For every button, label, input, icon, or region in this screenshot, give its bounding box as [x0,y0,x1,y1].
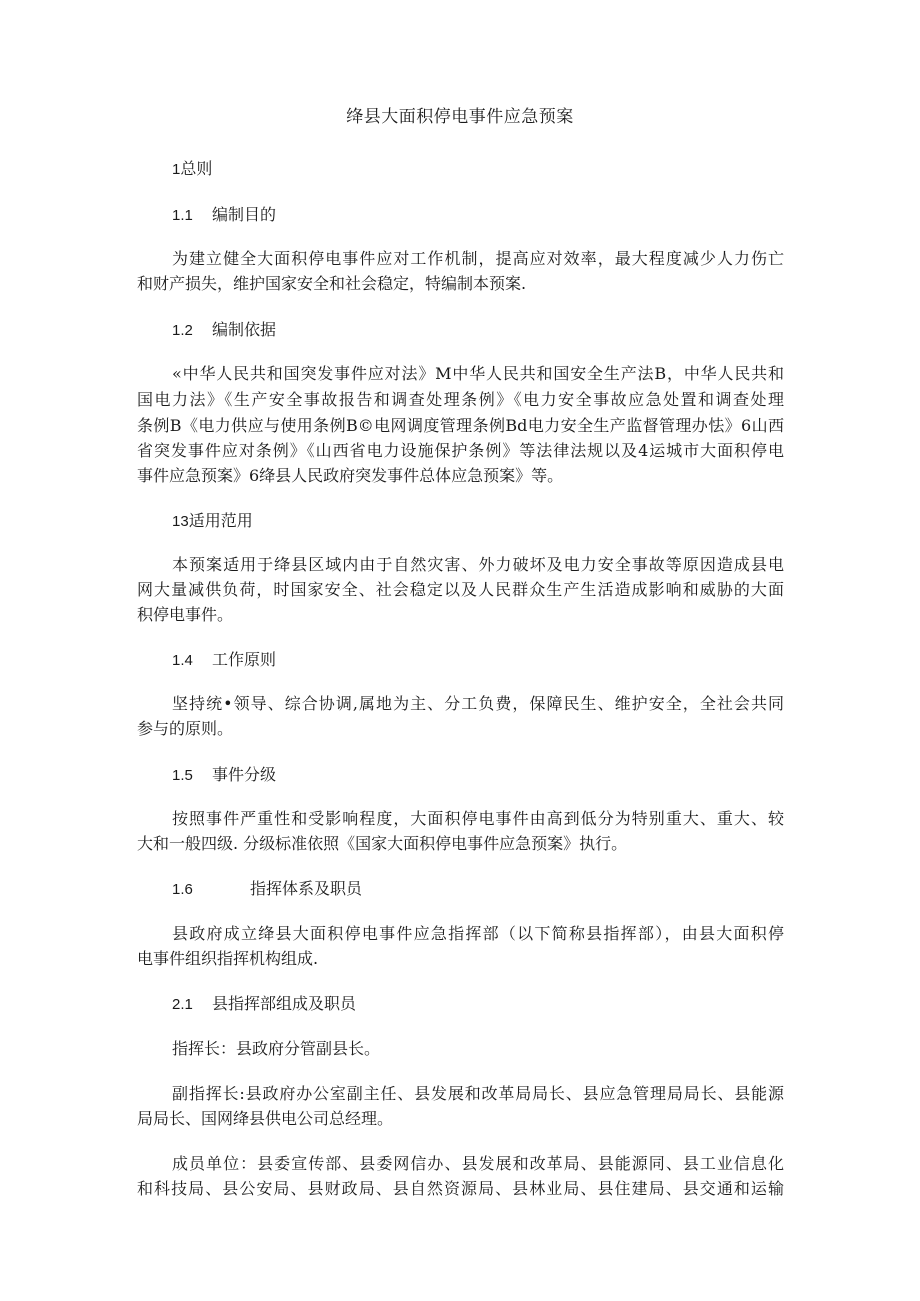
heading-number: 1.6 [172,881,193,898]
heading-2-1 [172,992,356,1017]
paragraph-line: 条例B《电力供应与使用条例B©电网调度管理条例Bd电力安全生产监督管理办怯》6山西 [137,416,784,435]
paragraph-line: 和财产损失，维护国家安全和社会稳定，特编制本预案. [137,274,527,293]
heading-1-4 [172,648,276,673]
heading-number: 1.5 [172,767,193,784]
heading-1 [172,157,212,182]
paragraph-line: 副指挥长:县政府办公室副主任、县发展和改革局局长、县应急管理局局长、县能源 [172,1084,784,1103]
heading-1-3 [172,509,253,534]
paragraph-line: 坚持统•领导、综合协调,属地为主、分工负费，保障民生、维护安全，全社会共同 [172,694,784,713]
heading-text: 县指挥部组成及职员 [212,994,357,1013]
document-title: 绛县大面积停电事件应急预案 [346,107,574,127]
paragraph-line: 网大量减供负荷，时国家安全、社会稳定以及人民群众生产生活造成影响和威胁的大面 [137,580,784,599]
heading-1-5 [172,763,276,788]
heading-number: 1.4 [172,652,193,669]
paragraph-line: 大和一般四级. 分级标准依照《国家大面积停电事件应急预案》执行。 [137,834,628,853]
paragraph-line: 按照事件严重性和受影响程度，大面积停电事件由高到低分为特别重大、重大、较 [172,809,784,828]
paragraph-line: 电事件组织指挥机构组成. [137,949,319,968]
paragraph-line: 国电力法》《生产安全事故报告和调查处理条例》《电力安全事故应急处置和调查处理 [137,390,784,409]
paragraph-line: «中华人民共和国突发事件应对法》M中华人民共和国安全生产法B，中华人民共和 [172,364,784,383]
heading-number: 1.2 [172,322,193,339]
heading-text: 事件分级 [212,765,277,784]
paragraph-line: 指挥长：县政府分管副县长。 [172,1039,381,1058]
paragraph-line: 积停电事件。 [137,605,234,624]
paragraph-line: 成员单位：县委宣传部、县委网信办、县发展和改革局、县能源同、县工业信息化 [172,1154,784,1173]
paragraph-line: 省突发事件应对条例》《山西省电力设施保护条例》等法律法规以及4运城市大面积停电 [137,441,784,460]
paragraph-line: 本预案适用于绛县区域内由于自然灾害、外力破坏及电力安全事故等原因造成县电 [172,555,784,574]
heading-text: 编制目的 [212,205,277,224]
heading-text: 指挥体系及职员 [250,879,363,898]
heading-text: 总则 [180,159,213,178]
heading-number: 1.1 [172,207,193,224]
paragraph-line: 局局长、国网绛县供电公司总经理。 [137,1109,394,1128]
paragraph-line: 事件应急预案》6绛县人民政府突发事件总体应急预案》等。 [137,466,564,485]
paragraph-line: 和科技局、县公安局、县财政局、县自然资源局、县林业局、县住建局、县交通和运输 [137,1179,784,1198]
paragraph-line: 参与的原则。 [137,719,234,738]
heading-number: 1 [172,161,181,178]
heading-text: 适用范用 [188,511,253,530]
heading-number: 2.1 [172,996,193,1013]
paragraph-line: 为建立健全大面积停电事件应对工作机制，提高应对效率，最大程度减少人力伤亡 [172,249,784,268]
paragraph-line: 县政府成立绛县大面积停电事件应急指挥部（以下简称县指挥部），由县大面积停 [172,924,784,943]
heading-1-1 [172,203,276,228]
heading-number: 13 [172,513,189,530]
heading-1-6 [172,877,362,902]
heading-text: 工作原则 [212,650,277,669]
heading-text: 编制依据 [212,320,277,339]
heading-1-2 [172,318,276,343]
